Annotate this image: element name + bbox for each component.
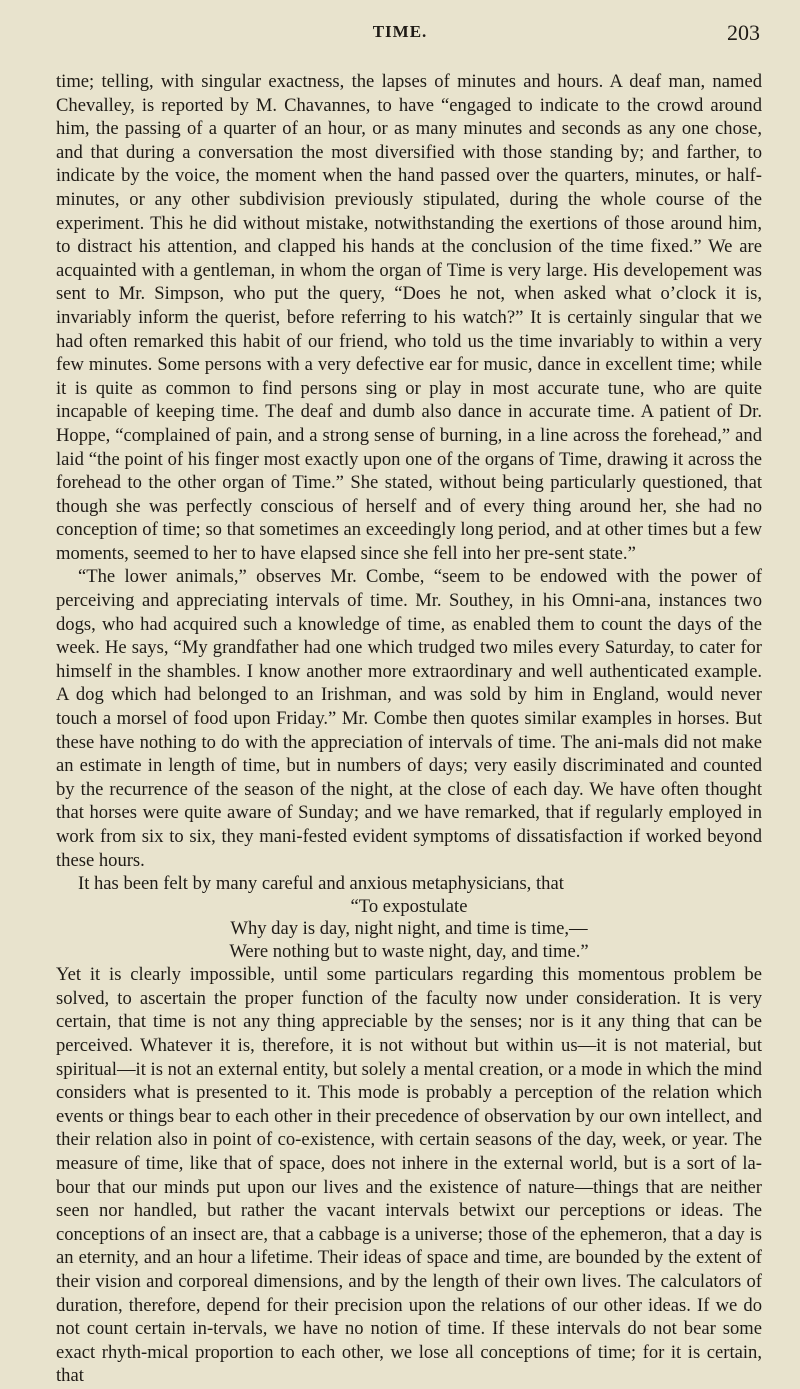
page-header (40, 20, 760, 50)
verse-line-3: Were nothing but to waste night, day, and time.” (229, 940, 589, 962)
paragraph-2: “The lower animals,” observes Mr. Combe, “seem to be endowed with the power of perceiving and appreciating intervals of time. Mr. Southey, in his Omni-ana, instances two dogs, who had acquired such a knowledge of time, as enabled them to count the days of the week. He says, “My grandfather had one which trudged two miles every Saturday, to cater for himself in the shambles. I know another more extraordinary and well authenticated example. A dog which had belonged to an Irishman, and was sold by him in England, would never touch a morsel of food upon Friday.” Mr. Combe then quotes similar examples in horses. But these have nothing to do with the appreciation of intervals of time. The ani-mals did not make an estimate in length of time, but in numbers of days; very easily discriminated and counted by the recurrence of the season of the night, at the close of each day. We have often thought that horses were quite aware of Sunday; and we have remarked, that if regularly employed in work from six to six, they mani-fested evident symptoms of dissatisfaction if worked beyond these hours. (56, 566, 762, 871)
page-number: 203 (727, 20, 760, 45)
paragraph-4: Yet it is clearly impossible, until some particulars regarding this momentous problem be solved, to ascertain the proper function of the faculty now under consideration. It is very certain, that time is not any thing appreciable by the senses; nor is it any thing that can be perceived. Whatever it is, therefore, it is not without but within us—it is not material, but spiritual—it is not an external entity, but solely a mental creation, or a mode in which the mind considers what is presented to it. This mode is probably a perception of the relation which events or things bear to each other in their precedence of observation by our own intellect, and their relation also in point of co-existence, with certain seasons of the day, week, or year. The measure of time, like that of space, does not inhere in the external world, but is a sort of la-bour that our minds put upon our lives and the existence of nature—things that are neither seen nor handled, but rather the vacant intervals betwixt our perceptions or ideas. The conceptions of an insect are, that a cabbage is a universe; those of the ephemeron, that a day is an eternity, and an hour a lifetime. Their ideas of space and time, are bounded by the extent of their vision and corporeal dimensions, and by the length of their own lives. The calculators of duration, therefore, depend for their precision upon the relations of our other ideas. If we do not count certain in-tervals, we have no notion of time. If these intervals do not bear some exact rhyth-mical proportion to each other, we lose all conceptions of time; for it is certain, that (56, 964, 762, 1387)
verse-line-1: “To expostulate (350, 895, 468, 917)
paragraph-1: time; telling, with singular exactness, the lapses of minutes and hours. A deaf man, named Chevalley, is reported by M. Chavannes, to have “engaged to indicate to the crowd around him, the passing of a quarter of an hour, or as many minutes and seconds as any one chose, and that during a conversation the most diversified with those standing by; and farther, to indicate by the voice, the moment when the hand passed over the quarters, minutes, or half-minutes, or any other subdivision previously stipulated, during the whole course of the experiment. This he did without mistake, notwithstanding the exertions of those around him, to distract his attention, and clapped his hands at the conclusion of the time fixed.” We are acquainted with a gentleman, in whom the organ of Time is very large. His developement was sent to Mr. Simpson, who put the query, “Does he not, when asked what o’clock it is, invariably inform the querist, before referring to his watch?” It is certainly singular that we had often remarked this habit of our friend, who told us the time invariably to within a very few minutes. Some persons with a very defective ear for music, dance in excellent time; while it is quite as common to find persons sing or play in most accurate tune, who are quite incapable of keeping time. The deaf and dumb also dance in accurate time. A patient of Dr. Hoppe, “complained of pain, and a strong sense of burning, in a line across the forehead,” and laid “the point of his finger most exactly upon one of the organs of Time, drawing it across the forehead to the other organ of Time.” She stated, without being particularly questioned, that though she was perfectly conscious of herself and of every thing around her, she had no conception of time; so that sometimes an exceedingly long period, and at other times but a few moments, seemed to her to have elapsed since she fell into her pre-sent state.” (56, 71, 762, 564)
body-text (56, 70, 762, 1388)
verse-quote (56, 896, 762, 964)
running-head: TIME. (372, 22, 428, 41)
verse-line-2: Why day is day, night night, and time is time,— (230, 918, 588, 940)
paragraph-3: It has been felt by many careful and anxious metaphysicians, that (78, 873, 564, 895)
